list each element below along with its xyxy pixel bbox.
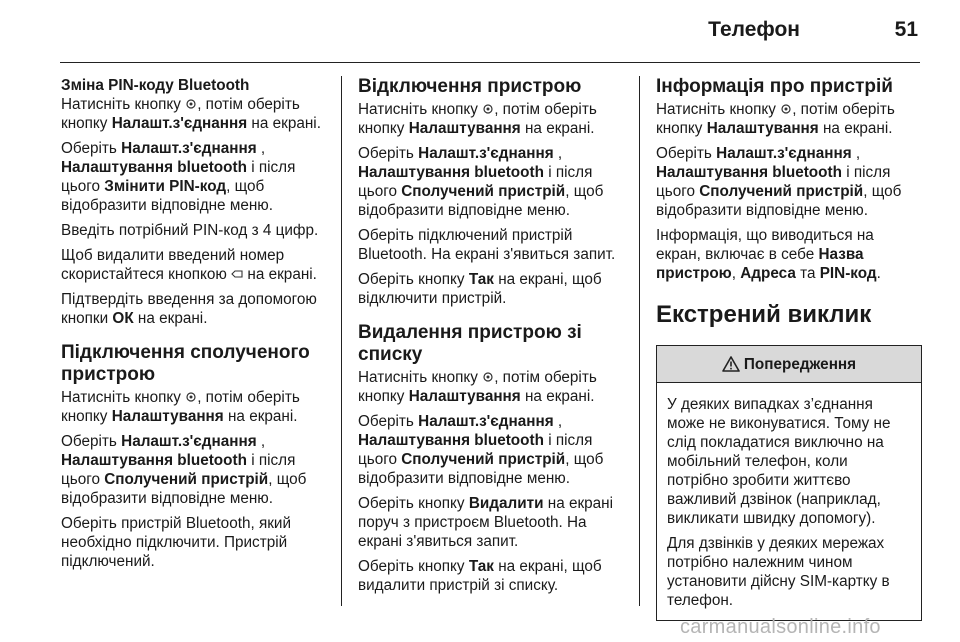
paragraph: Для дзвінків у деяких мережах потрібно належним чином установити дійсну SIM-картку в телефон. [667, 535, 890, 609]
settings-icon [482, 371, 494, 383]
paragraph: Натисніть кнопку , потім оберіть кнопку Налаштування на екрані. [358, 101, 597, 137]
section-title: Інформація про пристрій [656, 76, 893, 97]
warning-header [657, 346, 921, 383]
page-header [60, 0, 920, 63]
paragraph: Оберіть кнопку Так на екрані, щоб відключити пристрій. [358, 271, 602, 307]
warning-title: Попередження [743, 355, 857, 373]
paragraph: Оберіть підключений пристрій Bluetooth. На екрані з'явиться запит. [358, 227, 616, 263]
column-divider [639, 76, 640, 606]
column-2 [358, 76, 630, 601]
page-title: Телефон [708, 18, 800, 41]
chapter-title: Екстрений виклик [656, 301, 872, 328]
paragraph: Оберіть Налашт.з'єднання , Налаштування bluetooth і після цього Сполучений пристрій, щоб відобразити відповідне меню. [61, 433, 307, 507]
paragraph: Щоб видалити введений номер скористайтеся кнопкою на екрані. [61, 247, 317, 283]
section-title: Зміна PIN-коду Bluetooth [61, 77, 250, 94]
paragraph: Оберіть кнопку Видалити на екрані поруч з пристроєм Bluetooth. На екрані з'явиться запит. [358, 495, 614, 550]
paragraph: Натисніть кнопку , потім оберіть кнопку Налаштування на екрані. [656, 101, 895, 137]
paragraph: Оберіть кнопку Так на екрані, щоб видалити пристрій зі списку. [358, 558, 602, 594]
paragraph: Введіть потрібний PIN-код з 4 цифр. [61, 222, 319, 239]
warning-body [657, 383, 921, 620]
settings-icon [780, 103, 792, 115]
paragraph: Інформація, що виводиться на екран, включає в себе Назва пристрою, Адреса та PIN-код. [656, 227, 881, 282]
paragraph: Оберіть пристрій Bluetooth, який необхідно підключити. Пристрій підключений. [61, 515, 292, 570]
column-3 [656, 76, 922, 621]
watermark-text: carmanualsonline.info [680, 616, 881, 638]
backspace-icon [231, 268, 243, 280]
paragraph: Натисніть кнопку , потім оберіть кнопку Налаштування на екрані. [358, 369, 597, 405]
page-number: 51 [894, 18, 918, 41]
column-divider [341, 76, 342, 606]
settings-icon [482, 103, 494, 115]
warning-box [656, 345, 922, 621]
paragraph: Оберіть Налашт.з'єднання , Налаштування bluetooth і після цього Сполучений пристрій, щоб відобразити відповідне меню. [656, 145, 902, 219]
paragraph: Оберіть Налашт.з'єднання , Налаштування bluetooth і після цього Змінити PIN-код, щоб відобразити відповідне меню. [61, 140, 296, 214]
paragraph: Натисніть кнопку , потім оберіть кнопку Налаштування на екрані. [61, 389, 300, 425]
paragraph: Підтвердіть введення за допомогою кнопки ОК на екрані. [61, 291, 317, 327]
section-title: Видалення пристрою зі списку [358, 322, 582, 365]
paragraph: Оберіть Налашт.з'єднання , Налаштування bluetooth і після цього Сполучений пристрій, щоб відобразити відповідне меню. [358, 145, 604, 219]
warning-triangle-icon [722, 356, 740, 372]
paragraph: У деяких випадках з’єднання може не виконуватися. Тому не слід покладатися виключно на мобільний телефон, коли потрібно зробити життєво важливий дзвінок (наприклад, викликати швидку допомогу). [667, 396, 891, 527]
column-1 [61, 76, 333, 577]
paragraph: Натисніть кнопку , потім оберіть кнопку Налашт.з'єднання на екрані. [61, 96, 321, 132]
settings-icon [185, 391, 197, 403]
paragraph: Оберіть Налашт.з'єднання , Налаштування bluetooth і після цього Сполучений пристрій, щоб відобразити відповідне меню. [358, 413, 604, 487]
settings-icon [185, 98, 197, 110]
section-title: Підключення сполученого пристрою [61, 342, 310, 385]
section-title: Відключення пристрою [358, 76, 582, 97]
